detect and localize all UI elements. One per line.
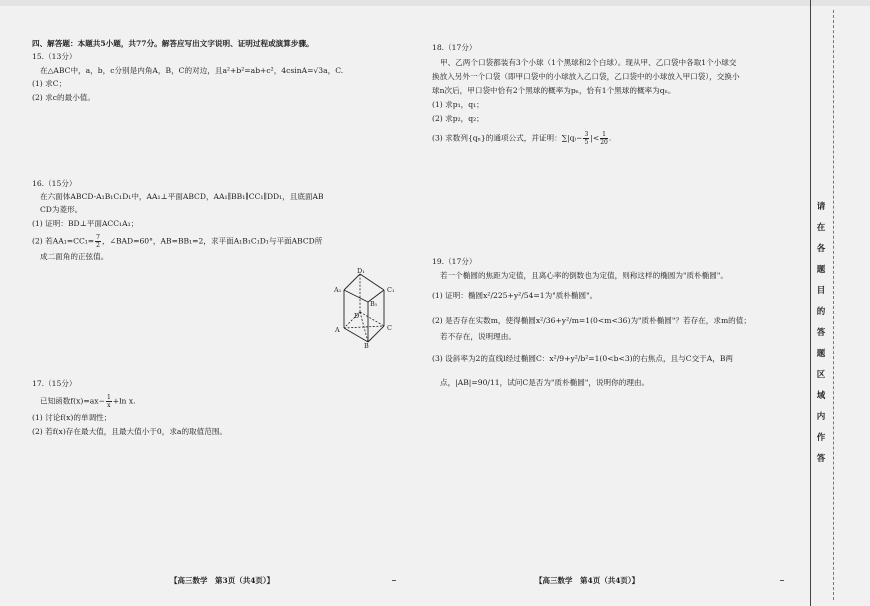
binding-char: 各 <box>816 244 826 254</box>
q18-stem3: 球n次后，甲口袋中恰有2个黑球的概率为pₙ，恰有1个黑球的概率为qₙ。 <box>432 86 676 95</box>
q16-sub2-part-a: (2) 若AA₁=CC₁= <box>32 236 95 246</box>
q15-sub2: (2) 求c的最小值。 <box>32 93 95 102</box>
q16-stem1: 在六面体ABCD-A₁B₁C₁D₁中，AA₁⊥平面ABCD，AA₁∥BB₁∥CC₁∥DD₁，且底面AB <box>40 192 324 201</box>
label-c1: C₁ <box>387 286 395 294</box>
q16-head: 16.（15分） <box>32 179 77 188</box>
binding-strip <box>810 0 870 606</box>
binding-char: 答 <box>816 454 826 464</box>
binding-instruction <box>815 200 827 473</box>
label-a: A <box>335 326 340 334</box>
q18-stem1: 甲、乙两个口袋都装有3个小球（1个黑球和2个白球）。现从甲、乙口袋中各取1个小球交 <box>440 58 737 67</box>
footer-page-4: 【高三数学 第4页（共4页）】 <box>535 576 640 585</box>
fraction-denominator: 5 <box>584 139 589 146</box>
edge <box>360 274 384 290</box>
q17-sub2: (2) 若f(x)存在最大值，且最大值小于0，求a的取值范围。 <box>32 427 228 436</box>
q16-stem2: CD为菱形。 <box>40 205 83 214</box>
q19-sub2b: 若不存在，说明理由。 <box>440 332 516 341</box>
binding-char: 题 <box>816 349 826 359</box>
hidden-edge <box>360 312 384 326</box>
fraction-numerator: 1 <box>106 394 111 401</box>
binding-dashed-line <box>833 10 835 600</box>
q17-fraction <box>106 394 112 409</box>
hexahedron-figure <box>330 268 400 348</box>
q19-stem: 若一个椭圆的焦距为定值，且离心率的倒数也为定值，则称这样的椭圆为"质朴椭圆"。 <box>440 271 728 280</box>
q18-head: 18.（17分） <box>432 43 477 52</box>
binding-char: 域 <box>816 391 826 401</box>
fraction-denominator: 2 <box>96 242 100 249</box>
q18-sub3-part-b: |< <box>590 133 600 143</box>
q18-sub3-part-c: . <box>608 133 612 143</box>
footer-mark <box>780 580 784 581</box>
q17-sub1: (1) 讨论f(x)的单调性； <box>32 413 112 422</box>
label-c: C <box>387 324 392 332</box>
edge <box>368 326 384 342</box>
q18-fraction-b <box>600 131 608 146</box>
edge <box>344 328 368 342</box>
binding-char: 目 <box>816 286 826 296</box>
q17-stem-part-a: 已知函数f(x)=ax− <box>40 396 105 406</box>
fraction-denominator: x <box>107 402 111 409</box>
label-a1: A₁ <box>334 286 342 294</box>
q18-stem2: 换放入另外一个口袋（即甲口袋中的小球放入乙口袋，乙口袋中的小球放入甲口袋），交换小 <box>432 72 740 81</box>
q18-sub3-part-a: (3) 求数列{qₙ}的通项公式，并证明：∑|qᵢ− <box>432 133 583 143</box>
label-d1: D₁ <box>357 268 365 275</box>
scan-edge <box>0 0 870 6</box>
footer-page-3: 【高三数学 第3页（共4页）】 <box>170 576 275 585</box>
q16-sub2-part-b: ，∠BAD=60°，AB=BB₁=2，求平面A₁B₁C₁D₁与平面ABCD所 <box>102 236 323 246</box>
binding-char: 的 <box>816 307 826 317</box>
q15-sub1: (1) 求C； <box>32 79 67 88</box>
q19-sub2a: (2) 是否存在实数m，使得椭圆x²/36+y²/m=1(0<m<36)为"质朴椭圆"？若存在，求m的值； <box>432 316 751 325</box>
binding-char: 答 <box>816 328 826 338</box>
binding-char: 题 <box>816 265 826 275</box>
q18-fraction-a <box>583 131 589 146</box>
edge <box>344 274 360 290</box>
q15-stem: 在△ABC中，a，b，c分别是内角A，B，C的对边，且a²+b²=ab+c²，4csinA=√3a，C. <box>40 66 344 75</box>
q17-stem <box>32 394 136 409</box>
q15-head: 15.（13分） <box>32 52 77 61</box>
fraction-numerator: 3 <box>584 131 589 138</box>
q17-stem-part-b: +ln x. <box>112 396 136 406</box>
fraction-numerator: 1 <box>602 131 606 138</box>
label-b1: B₁ <box>370 300 378 308</box>
edge <box>344 290 368 302</box>
q18-sub2: (2) 求p₂，q₂； <box>432 114 484 123</box>
q16-sub2-fraction <box>95 234 101 249</box>
q18-sub3 <box>432 131 611 146</box>
binding-char: 内 <box>816 412 826 422</box>
fraction-denominator: 20 <box>600 139 608 146</box>
q18-sub1: (1) 求p₁，q₁； <box>432 100 484 109</box>
binding-char: 区 <box>816 370 826 380</box>
q19-sub3b: 点，|AB|=90/11，试问C是否为"质朴椭圆"，说明你的理由。 <box>440 378 650 387</box>
section-heading: 四、解答题：本题共5小题，共77分。解答应写出文字说明、证明过程或演算步骤。 <box>32 39 314 48</box>
q16-sub2 <box>32 234 322 249</box>
binding-char: 作 <box>816 433 826 443</box>
q19-sub1: (1) 证明：椭圆x²/225+y²/54=1为"质朴椭圆"。 <box>432 291 598 300</box>
binding-char: 请 <box>816 202 826 212</box>
q17-head: 17.（15分） <box>32 379 77 388</box>
footer-mark <box>392 580 396 581</box>
label-d: D <box>354 312 360 320</box>
q19-head: 19.（17分） <box>432 257 477 266</box>
q16-sub1: (1) 证明：BD⊥平面ACC₁A₁； <box>32 219 139 228</box>
label-b: B <box>364 342 369 348</box>
fraction-numerator: 7 <box>96 234 100 241</box>
binding-char: 在 <box>816 223 826 233</box>
q16-sub2-cont: 成二面角的正弦值。 <box>40 252 109 261</box>
q19-sub3a: (3) 设斜率为2的直线l经过椭圆C：x²/9+y²/b²=1(0<b<3)的右焦点，且与C交于A，B两 <box>432 354 734 363</box>
